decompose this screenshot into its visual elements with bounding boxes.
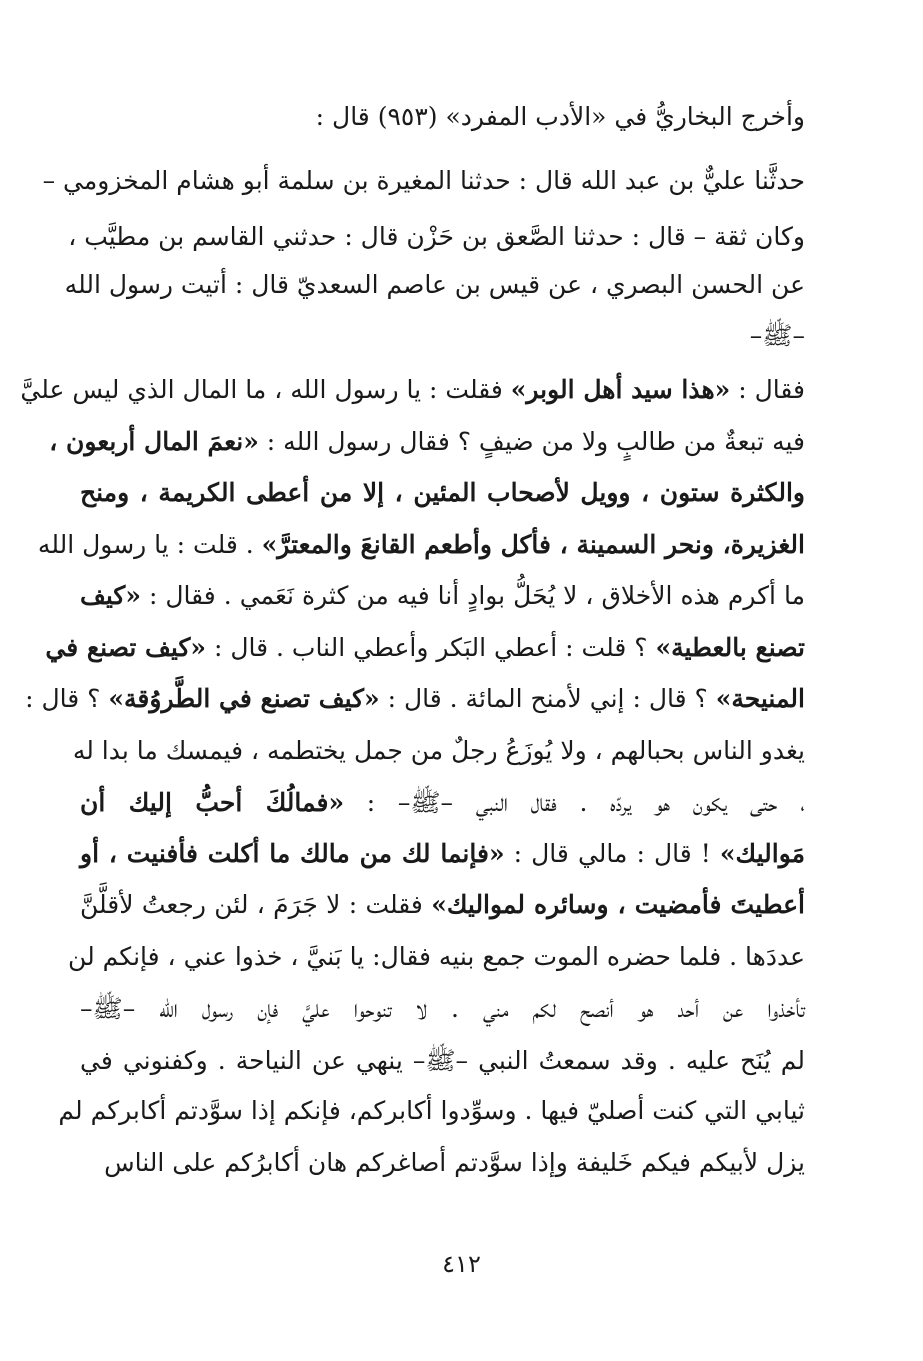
narration-text: ، حتى يكون هو يردّه . فقال النبي –ﷺ– : [344, 788, 805, 817]
intro-line: وأخرج البخاريُّ في «الأدب المفرد» (٩٥٣) قال : [315, 102, 805, 131]
narration-text: ما أكرم هذه الأخلاق ، لا يُحَلُّ بوادٍ أنا فيه من كثرة نَعَمي . فقال : [140, 581, 805, 610]
prophetic-speech: أعطيتَ فأمضيت ، وسائره لمواليك» [431, 890, 805, 919]
isnad-line: –ﷺ– [749, 321, 805, 350]
prophetic-speech: «هذا سيد أهل الوبر» [510, 375, 731, 404]
hadith-line [80, 1045, 805, 1082]
hadith-line [80, 993, 805, 1030]
hadith-line [80, 581, 805, 610]
narration-text: فقال : [730, 375, 805, 404]
prophetic-speech: والكثرة ستون ، وويل لأصحاب المئين ، إلا من أعطى الكريمة ، ومنح [80, 478, 805, 507]
hadith-line [80, 478, 805, 507]
narration-text: يزل لأبيكم فيكم خَليفة وإذا سوَّدتم أصاغركم هان أكابرُكم على الناس [104, 1148, 805, 1177]
hadith-line [80, 890, 805, 919]
prophetic-speech: مَواليك» [719, 839, 806, 868]
narration-text: عددَها . فلما حضره الموت جمع بنيه فقال: يا بَنيَّ ، خذوا عني ، فإنكم لن [68, 942, 805, 971]
page-number: ٤١٢ [442, 1250, 481, 1278]
isnad-line: وكان ثقة – قال : حدثنا الصَّعق بن حَزْن قال : حدثني القاسم بن مطيَّب ، [68, 222, 805, 251]
narration-text: . قلت : يا رسول الله [37, 530, 262, 559]
narration-text: ! قال : مالي قال : [504, 839, 720, 868]
narration-text: فيه تبعةٌ من طالبٍ ولا من ضيفٍ ؟ فقال رسول الله : [258, 427, 805, 456]
narration-text: تأخذوا عن أحد هو أنصح لكم مني . لا تنوحوا عليَّ فإن رسول الله –ﷺ– [80, 994, 805, 1023]
hadith-line [37, 530, 805, 559]
prophetic-speech: تصنع بالعطية» [655, 633, 805, 662]
narration-text: لم يُنَح عليه . وقد سمعتُ النبي –ﷺ– ينهي عن النياحة . وكفنوني في [80, 1046, 805, 1075]
prophetic-speech: «نعمَ المال أربعون ، [49, 427, 259, 456]
narration-text: ؟ قال : [25, 684, 109, 713]
isnad-line: حدثَّنا عليٌّ بن عبد الله قال : حدثنا المغيرة بن سلمة أبو هشام المخزومي – [42, 166, 805, 195]
hadith-line [20, 375, 805, 404]
narration-text: يغدو الناس بحبالهم ، ولا يُوزَعُ رجلٌ من جمل يختطمه ، فيمسك ما بدا له [72, 736, 805, 765]
prophetic-speech: الغزيرة، ونحر السمينة ، فأكل وأطعم القانعَ والمعترَّ» [261, 530, 805, 559]
narration-text: ؟ قال : إني لأمنح المائة . قال : [379, 684, 716, 713]
prophetic-speech: «فإنما لك من مالك ما أكلت فأفنيت ، أو [80, 839, 505, 868]
hadith-line [45, 633, 805, 662]
isnad-line: عن الحسن البصري ، عن قيس بن عاصم السعديّ قال : أتيت رسول الله [64, 270, 805, 299]
prophetic-speech: «كيف [80, 581, 141, 610]
hadith-line [72, 736, 805, 765]
prophetic-speech: «كيف تصنع في [45, 633, 207, 662]
hadith-line [80, 839, 805, 868]
hadith-line [25, 684, 805, 713]
prophetic-speech: المنيحة» [715, 684, 805, 713]
hadith-line [68, 942, 805, 971]
narration-text: فقلت : يا رسول الله ، ما المال الذي ليس عليَّ [20, 375, 511, 404]
hadith-line [80, 1148, 805, 1177]
narration-text: ؟ قلت : أعطي البَكر وأعطي الناب . قال : [206, 633, 656, 662]
narration-text: فقلت : لا جَرَمَ ، لئن رجعتُ لأقلَّنَّ [80, 890, 432, 919]
prophetic-speech: «كيف تصنع في الطَّروُقة» [108, 684, 380, 713]
narration-text: ثيابي التي كنت أصليّ فيها . وسوِّدوا أكابركم، فإنكم إذا سوَّدتم أكابركم لم [58, 1096, 805, 1125]
prophetic-speech: «فمالُكَ أحبُّ إليك أن [80, 788, 345, 817]
hadith-line [58, 1096, 805, 1125]
hadith-line [80, 787, 805, 824]
hadith-line [49, 427, 805, 456]
